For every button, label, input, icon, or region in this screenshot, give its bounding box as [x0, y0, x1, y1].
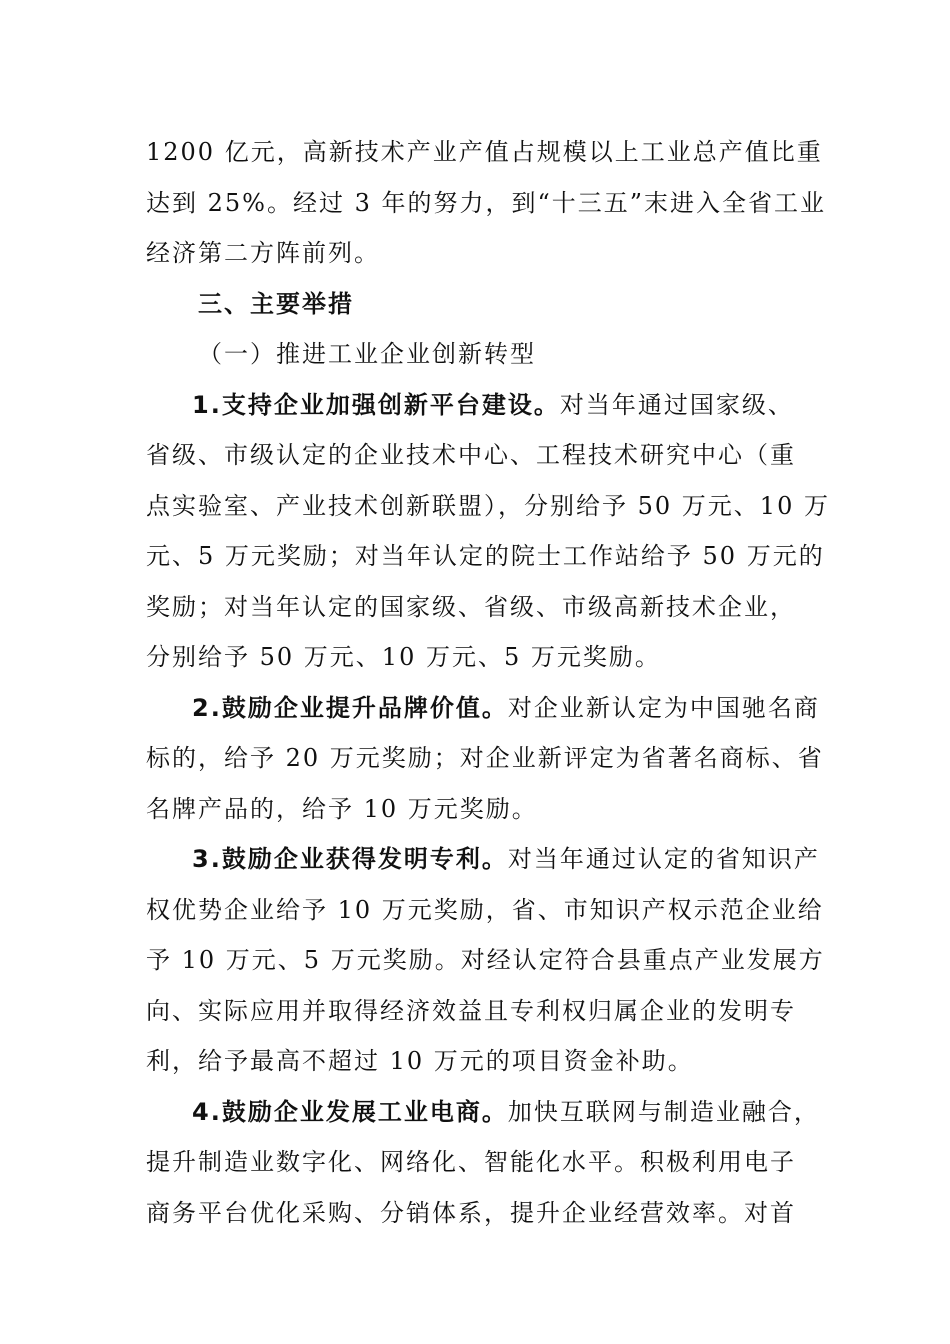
- paragraph-line: 商务平台优化采购、分销体系，提升企业经营效率。对首: [146, 1198, 796, 1227]
- paragraph-line: 奖励；对当年认定的国家级、省级、市级高新技术企业，: [146, 592, 796, 621]
- paragraph-line: 点实验室、产业技术创新联盟），分别给予 50 万元、10 万: [146, 491, 830, 520]
- paragraph-line: 名牌产品的，给予 10 万元奖励。: [146, 794, 538, 823]
- item-3-first-line: [146, 834, 820, 885]
- document-body: [146, 127, 830, 1238]
- item-2-first-line: [146, 683, 820, 734]
- item-4-text: 加快互联网与制造业融合，: [507, 1097, 820, 1126]
- paragraph-line: 分别给予 50 万元、10 万元、5 万元奖励。: [146, 643, 661, 671]
- item-1-text: 对当年通过国家级、: [559, 390, 794, 419]
- item-2-title: 2.鼓励企业提升品牌价值。: [192, 693, 508, 722]
- item-4-title: 4.鼓励企业发展工业电商。: [192, 1097, 508, 1126]
- item-1-title: 1.支持企业加强创新平台建设。: [192, 390, 560, 419]
- paragraph-line: 省级、市级认定的企业技术中心、工程技术研究中心（重: [146, 441, 796, 469]
- item-3-title: 3.鼓励企业获得发明专利。: [192, 845, 508, 873]
- paragraph-line: 提升制造业数字化、网络化、智能化水平。积极利用电子: [146, 1148, 796, 1176]
- paragraph-line: 1200 亿元，高新技术产业产值占规模以上工业总产值比重: [146, 138, 823, 166]
- item-3-text: 对当年通过认定的省知识产: [507, 845, 820, 873]
- paragraph-line: 元、5 万元奖励；对当年认定的院士工作站给予 50 万元的: [146, 542, 825, 570]
- item-2-text: 对企业新认定为中国驰名商: [507, 693, 820, 722]
- paragraph-line: 经济第二方阵前列。: [146, 239, 380, 267]
- paragraph-line: 达到 25%。经过 3 年的努力，到“十三五”末进入全省工业: [146, 188, 827, 217]
- section-heading: 三、主要举措: [198, 289, 354, 318]
- paragraph-line: 予 10 万元、5 万元奖励。对经认定符合县重点产业发展方: [146, 946, 825, 974]
- paragraph-line: 利，给予最高不超过 10 万元的项目资金补助。: [146, 1047, 694, 1075]
- paragraph-line: 向、实际应用并取得经济效益且专利权归属企业的发明专: [146, 996, 796, 1025]
- item-1-first-line: [146, 380, 806, 431]
- paragraph-line: 权优势企业给予 10 万元奖励，省、市知识产权示范企业给: [146, 895, 824, 924]
- paragraph-line: 标的，给予 20 万元奖励；对企业新评定为省著名商标、省: [146, 744, 824, 772]
- item-4-first-line: [146, 1087, 820, 1138]
- subsection-heading: （一）推进工业企业创新转型: [198, 340, 536, 368]
